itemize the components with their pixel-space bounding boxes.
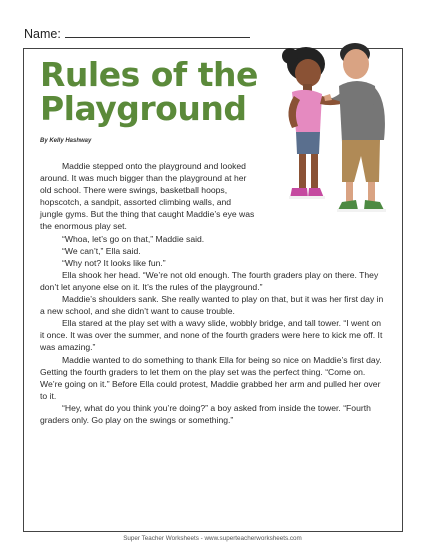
paragraph: “Hey, what do you think you’re doing?” a boy asked from inside the tower. “Fourth graders only. Go play on the swings or something.” <box>40 402 371 425</box>
title-line-1: Rules of the <box>40 55 258 94</box>
story-text <box>40 160 385 426</box>
name-label: Name: <box>24 27 61 41</box>
paragraph: Ella shook her head. “We’re not old enough. The fourth graders play on there. They don’t let anyone else on it. It’s the rules of the playground.” <box>40 269 379 292</box>
byline: By Kelly Hashway <box>40 138 92 144</box>
paragraph: Maddie wanted to do something to thank Ella for being so nice on Maddie’s first day. Getting the fourth graders to let them on the play set was the perfect thing. “Come on. We’re going on it.” Before Ella could protest, Maddie grabbed her arm and pulled her over to it. <box>40 354 382 401</box>
paragraph: “Whoa, let’s go on that,” Maddie said. <box>62 233 205 244</box>
title-line-2: Playground <box>40 89 247 128</box>
story-title <box>40 55 258 128</box>
paragraph: Maddie stepped onto the playground and looked around. It was much bigger than the playground at her old school. There were swings, basketball hoops, hopscotch, a sandpit, assorted climbing walls, and jungle gyms. But the thing that caught Maddie’s eye was the enormous play set. <box>40 161 255 232</box>
name-blank-line[interactable] <box>65 26 250 38</box>
paragraph: “Why not? It looks like fun.” <box>62 257 166 268</box>
paragraph: Ella stared at the play set with a wavy slide, wobbly bridge, and tall tower. “I went on it once. It was over the summer, and none of the fourth graders were here to kick me off. It was amazing.” <box>40 318 383 353</box>
paragraph: “We can’t,” Ella said. <box>62 245 141 256</box>
name-field <box>24 26 250 41</box>
paragraph: Maddie’s shoulders sank. She really wanted to play on that, but it was her first day in a new school, and she didn’t want to cause trouble. <box>40 294 384 317</box>
footer-credit: Super Teacher Worksheets - www.superteacherworksheets.com <box>123 535 302 542</box>
